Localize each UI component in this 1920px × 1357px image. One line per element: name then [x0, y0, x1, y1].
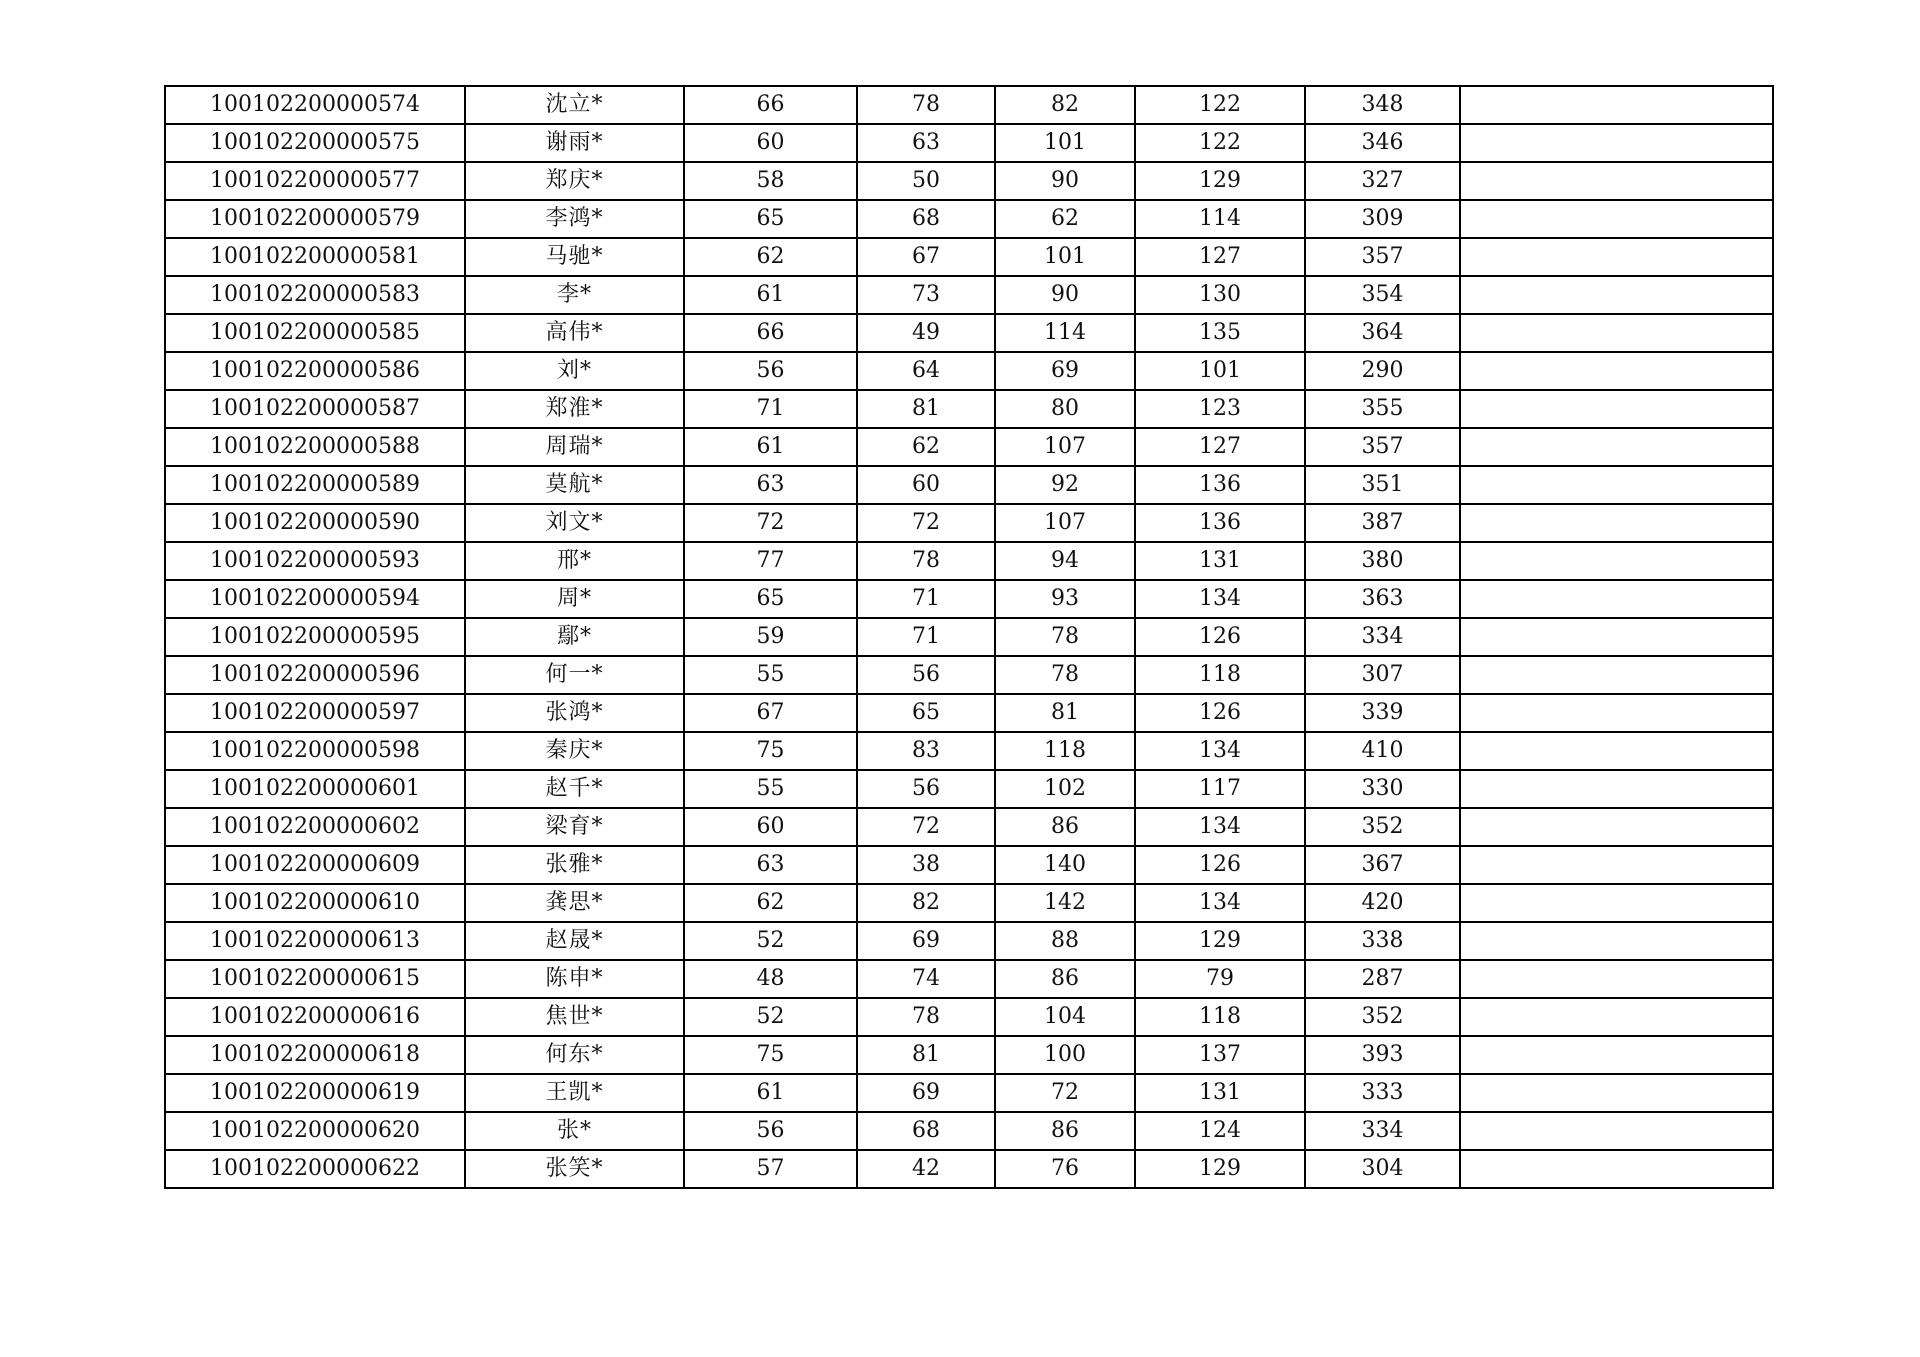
- score-3-cell: 102: [995, 770, 1135, 808]
- score-3-cell: 100: [995, 1036, 1135, 1074]
- score-3-cell: 81: [995, 694, 1135, 732]
- note-cell: [1460, 238, 1773, 276]
- score-1-cell: 62: [684, 238, 857, 276]
- score-3-cell: 69: [995, 352, 1135, 390]
- score-3-cell: 82: [995, 86, 1135, 124]
- score-2-cell: 83: [857, 732, 995, 770]
- score-3-cell: 72: [995, 1074, 1135, 1112]
- score-3-cell: 107: [995, 504, 1135, 542]
- total-score-cell: 346: [1305, 124, 1460, 162]
- exam-id-cell: 100102200000579: [165, 200, 465, 238]
- table-row: [165, 618, 1773, 656]
- score-4-cell: 127: [1135, 428, 1305, 466]
- score-2-cell: 56: [857, 656, 995, 694]
- total-score-cell: 351: [1305, 466, 1460, 504]
- score-4-cell: 126: [1135, 694, 1305, 732]
- score-2-cell: 69: [857, 922, 995, 960]
- score-1-cell: 62: [684, 884, 857, 922]
- score-4-cell: 129: [1135, 162, 1305, 200]
- score-2-cell: 71: [857, 580, 995, 618]
- table-row: [165, 200, 1773, 238]
- name-cell: 谢雨*: [465, 124, 684, 162]
- name-cell: 郑庆*: [465, 162, 684, 200]
- score-3-cell: 88: [995, 922, 1135, 960]
- score-1-cell: 52: [684, 998, 857, 1036]
- score-2-cell: 50: [857, 162, 995, 200]
- score-2-cell: 74: [857, 960, 995, 998]
- score-2-cell: 82: [857, 884, 995, 922]
- total-score-cell: 352: [1305, 998, 1460, 1036]
- score-4-cell: 126: [1135, 846, 1305, 884]
- note-cell: [1460, 1074, 1773, 1112]
- name-cell: 秦庆*: [465, 732, 684, 770]
- table-row: [165, 846, 1773, 884]
- table-row: [165, 1036, 1773, 1074]
- score-1-cell: 59: [684, 618, 857, 656]
- name-cell: 邢*: [465, 542, 684, 580]
- score-4-cell: 117: [1135, 770, 1305, 808]
- exam-id-cell: 100102200000613: [165, 922, 465, 960]
- score-1-cell: 75: [684, 1036, 857, 1074]
- exam-id-cell: 100102200000575: [165, 124, 465, 162]
- note-cell: [1460, 162, 1773, 200]
- score-4-cell: 131: [1135, 542, 1305, 580]
- total-score-cell: 357: [1305, 428, 1460, 466]
- table-row: [165, 428, 1773, 466]
- score-2-cell: 62: [857, 428, 995, 466]
- exam-id-cell: 100102200000610: [165, 884, 465, 922]
- score-1-cell: 56: [684, 352, 857, 390]
- name-cell: 焦世*: [465, 998, 684, 1036]
- note-cell: [1460, 884, 1773, 922]
- score-4-cell: 131: [1135, 1074, 1305, 1112]
- score-3-cell: 80: [995, 390, 1135, 428]
- note-cell: [1460, 200, 1773, 238]
- total-score-cell: 334: [1305, 1112, 1460, 1150]
- note-cell: [1460, 960, 1773, 998]
- name-cell: 郑淮*: [465, 390, 684, 428]
- score-2-cell: 78: [857, 542, 995, 580]
- total-score-cell: 339: [1305, 694, 1460, 732]
- name-cell: 刘*: [465, 352, 684, 390]
- score-1-cell: 65: [684, 580, 857, 618]
- score-2-cell: 67: [857, 238, 995, 276]
- note-cell: [1460, 618, 1773, 656]
- score-4-cell: 137: [1135, 1036, 1305, 1074]
- total-score-cell: 348: [1305, 86, 1460, 124]
- score-4-cell: 124: [1135, 1112, 1305, 1150]
- table-row: [165, 276, 1773, 314]
- score-3-cell: 86: [995, 808, 1135, 846]
- exam-id-cell: 100102200000619: [165, 1074, 465, 1112]
- table-body: [165, 86, 1773, 1188]
- score-4-cell: 126: [1135, 618, 1305, 656]
- note-cell: [1460, 1150, 1773, 1188]
- score-3-cell: 142: [995, 884, 1135, 922]
- total-score-cell: 327: [1305, 162, 1460, 200]
- score-2-cell: 72: [857, 504, 995, 542]
- table-row: [165, 960, 1773, 998]
- score-4-cell: 136: [1135, 504, 1305, 542]
- name-cell: 张*: [465, 1112, 684, 1150]
- score-2-cell: 69: [857, 1074, 995, 1112]
- total-score-cell: 330: [1305, 770, 1460, 808]
- score-4-cell: 122: [1135, 86, 1305, 124]
- score-1-cell: 56: [684, 1112, 857, 1150]
- exam-id-cell: 100102200000581: [165, 238, 465, 276]
- score-2-cell: 78: [857, 86, 995, 124]
- exam-id-cell: 100102200000589: [165, 466, 465, 504]
- total-score-cell: 357: [1305, 238, 1460, 276]
- score-3-cell: 114: [995, 314, 1135, 352]
- score-4-cell: 127: [1135, 238, 1305, 276]
- total-score-cell: 287: [1305, 960, 1460, 998]
- score-1-cell: 61: [684, 276, 857, 314]
- note-cell: [1460, 846, 1773, 884]
- exam-id-cell: 100102200000587: [165, 390, 465, 428]
- note-cell: [1460, 466, 1773, 504]
- score-1-cell: 71: [684, 390, 857, 428]
- score-1-cell: 52: [684, 922, 857, 960]
- exam-id-cell: 100102200000601: [165, 770, 465, 808]
- total-score-cell: 355: [1305, 390, 1460, 428]
- score-1-cell: 65: [684, 200, 857, 238]
- table-row: [165, 694, 1773, 732]
- exam-id-cell: 100102200000598: [165, 732, 465, 770]
- exam-id-cell: 100102200000620: [165, 1112, 465, 1150]
- score-1-cell: 55: [684, 770, 857, 808]
- score-3-cell: 118: [995, 732, 1135, 770]
- total-score-cell: 333: [1305, 1074, 1460, 1112]
- table-row: [165, 1112, 1773, 1150]
- score-2-cell: 63: [857, 124, 995, 162]
- note-cell: [1460, 314, 1773, 352]
- table-row: [165, 314, 1773, 352]
- total-score-cell: 290: [1305, 352, 1460, 390]
- total-score-cell: 307: [1305, 656, 1460, 694]
- score-1-cell: 60: [684, 124, 857, 162]
- exam-id-cell: 100102200000583: [165, 276, 465, 314]
- score-3-cell: 90: [995, 162, 1135, 200]
- name-cell: 张雅*: [465, 846, 684, 884]
- table-row: [165, 124, 1773, 162]
- total-score-cell: 304: [1305, 1150, 1460, 1188]
- table-row: [165, 86, 1773, 124]
- score-2-cell: 73: [857, 276, 995, 314]
- name-cell: 刘文*: [465, 504, 684, 542]
- score-4-cell: 101: [1135, 352, 1305, 390]
- name-cell: 李*: [465, 276, 684, 314]
- total-score-cell: 363: [1305, 580, 1460, 618]
- score-2-cell: 42: [857, 1150, 995, 1188]
- table-row: [165, 466, 1773, 504]
- score-4-cell: 134: [1135, 732, 1305, 770]
- table-row: [165, 656, 1773, 694]
- name-cell: 鄢*: [465, 618, 684, 656]
- total-score-cell: 364: [1305, 314, 1460, 352]
- score-sheet: [164, 85, 1772, 1189]
- exam-id-cell: 100102200000595: [165, 618, 465, 656]
- score-1-cell: 63: [684, 466, 857, 504]
- score-2-cell: 72: [857, 808, 995, 846]
- score-4-cell: 123: [1135, 390, 1305, 428]
- name-cell: 马驰*: [465, 238, 684, 276]
- note-cell: [1460, 656, 1773, 694]
- score-1-cell: 67: [684, 694, 857, 732]
- table-row: [165, 162, 1773, 200]
- exam-id-cell: 100102200000594: [165, 580, 465, 618]
- score-3-cell: 86: [995, 960, 1135, 998]
- score-4-cell: 134: [1135, 808, 1305, 846]
- note-cell: [1460, 124, 1773, 162]
- table-row: [165, 732, 1773, 770]
- note-cell: [1460, 808, 1773, 846]
- exam-id-cell: 100102200000586: [165, 352, 465, 390]
- exam-id-cell: 100102200000622: [165, 1150, 465, 1188]
- total-score-cell: 338: [1305, 922, 1460, 960]
- score-3-cell: 62: [995, 200, 1135, 238]
- name-cell: 李鸿*: [465, 200, 684, 238]
- name-cell: 何一*: [465, 656, 684, 694]
- name-cell: 张鸿*: [465, 694, 684, 732]
- score-4-cell: 129: [1135, 922, 1305, 960]
- name-cell: 龚思*: [465, 884, 684, 922]
- exam-id-cell: 100102200000596: [165, 656, 465, 694]
- table-row: [165, 808, 1773, 846]
- note-cell: [1460, 922, 1773, 960]
- table-row: [165, 770, 1773, 808]
- score-1-cell: 55: [684, 656, 857, 694]
- score-3-cell: 101: [995, 238, 1135, 276]
- table-row: [165, 884, 1773, 922]
- score-2-cell: 65: [857, 694, 995, 732]
- score-3-cell: 140: [995, 846, 1135, 884]
- note-cell: [1460, 352, 1773, 390]
- exam-id-cell: 100102200000615: [165, 960, 465, 998]
- score-1-cell: 66: [684, 86, 857, 124]
- score-4-cell: 135: [1135, 314, 1305, 352]
- score-1-cell: 48: [684, 960, 857, 998]
- table-row: [165, 1074, 1773, 1112]
- name-cell: 周瑞*: [465, 428, 684, 466]
- name-cell: 王凯*: [465, 1074, 684, 1112]
- score-2-cell: 38: [857, 846, 995, 884]
- exam-id-cell: 100102200000618: [165, 1036, 465, 1074]
- score-2-cell: 68: [857, 1112, 995, 1150]
- note-cell: [1460, 1036, 1773, 1074]
- score-4-cell: 79: [1135, 960, 1305, 998]
- score-1-cell: 58: [684, 162, 857, 200]
- name-cell: 周*: [465, 580, 684, 618]
- note-cell: [1460, 694, 1773, 732]
- score-3-cell: 104: [995, 998, 1135, 1036]
- table-row: [165, 542, 1773, 580]
- score-3-cell: 78: [995, 656, 1135, 694]
- table-row: [165, 580, 1773, 618]
- exam-id-cell: 100102200000593: [165, 542, 465, 580]
- note-cell: [1460, 428, 1773, 466]
- exam-id-cell: 100102200000574: [165, 86, 465, 124]
- note-cell: [1460, 390, 1773, 428]
- name-cell: 张笑*: [465, 1150, 684, 1188]
- score-1-cell: 57: [684, 1150, 857, 1188]
- score-2-cell: 81: [857, 390, 995, 428]
- total-score-cell: 387: [1305, 504, 1460, 542]
- score-1-cell: 61: [684, 1074, 857, 1112]
- score-1-cell: 77: [684, 542, 857, 580]
- score-4-cell: 114: [1135, 200, 1305, 238]
- score-2-cell: 78: [857, 998, 995, 1036]
- name-cell: 莫航*: [465, 466, 684, 504]
- score-2-cell: 71: [857, 618, 995, 656]
- note-cell: [1460, 998, 1773, 1036]
- score-3-cell: 76: [995, 1150, 1135, 1188]
- note-cell: [1460, 504, 1773, 542]
- table-row: [165, 390, 1773, 428]
- score-1-cell: 63: [684, 846, 857, 884]
- note-cell: [1460, 770, 1773, 808]
- score-4-cell: 122: [1135, 124, 1305, 162]
- exam-id-cell: 100102200000602: [165, 808, 465, 846]
- exam-id-cell: 100102200000577: [165, 162, 465, 200]
- total-score-cell: 367: [1305, 846, 1460, 884]
- note-cell: [1460, 276, 1773, 314]
- total-score-cell: 393: [1305, 1036, 1460, 1074]
- score-2-cell: 68: [857, 200, 995, 238]
- total-score-cell: 309: [1305, 200, 1460, 238]
- score-3-cell: 92: [995, 466, 1135, 504]
- score-4-cell: 118: [1135, 998, 1305, 1036]
- table-row: [165, 922, 1773, 960]
- exam-id-cell: 100102200000590: [165, 504, 465, 542]
- score-3-cell: 86: [995, 1112, 1135, 1150]
- exam-id-cell: 100102200000609: [165, 846, 465, 884]
- table-row: [165, 352, 1773, 390]
- score-3-cell: 94: [995, 542, 1135, 580]
- table-row: [165, 998, 1773, 1036]
- table-row: [165, 504, 1773, 542]
- score-1-cell: 66: [684, 314, 857, 352]
- name-cell: 赵千*: [465, 770, 684, 808]
- total-score-cell: 410: [1305, 732, 1460, 770]
- name-cell: 高伟*: [465, 314, 684, 352]
- score-3-cell: 101: [995, 124, 1135, 162]
- name-cell: 梁育*: [465, 808, 684, 846]
- name-cell: 何东*: [465, 1036, 684, 1074]
- exam-id-cell: 100102200000588: [165, 428, 465, 466]
- table-row: [165, 1150, 1773, 1188]
- note-cell: [1460, 1112, 1773, 1150]
- score-4-cell: 136: [1135, 466, 1305, 504]
- name-cell: 赵晟*: [465, 922, 684, 960]
- score-3-cell: 93: [995, 580, 1135, 618]
- score-4-cell: 118: [1135, 656, 1305, 694]
- total-score-cell: 334: [1305, 618, 1460, 656]
- score-table: [164, 85, 1774, 1189]
- note-cell: [1460, 86, 1773, 124]
- total-score-cell: 352: [1305, 808, 1460, 846]
- note-cell: [1460, 580, 1773, 618]
- score-4-cell: 129: [1135, 1150, 1305, 1188]
- total-score-cell: 354: [1305, 276, 1460, 314]
- score-2-cell: 49: [857, 314, 995, 352]
- score-2-cell: 56: [857, 770, 995, 808]
- note-cell: [1460, 542, 1773, 580]
- table-row: [165, 238, 1773, 276]
- score-1-cell: 75: [684, 732, 857, 770]
- score-3-cell: 107: [995, 428, 1135, 466]
- score-1-cell: 72: [684, 504, 857, 542]
- score-4-cell: 134: [1135, 580, 1305, 618]
- score-1-cell: 61: [684, 428, 857, 466]
- total-score-cell: 420: [1305, 884, 1460, 922]
- score-3-cell: 78: [995, 618, 1135, 656]
- score-4-cell: 130: [1135, 276, 1305, 314]
- score-2-cell: 60: [857, 466, 995, 504]
- total-score-cell: 380: [1305, 542, 1460, 580]
- score-4-cell: 134: [1135, 884, 1305, 922]
- score-3-cell: 90: [995, 276, 1135, 314]
- exam-id-cell: 100102200000585: [165, 314, 465, 352]
- exam-id-cell: 100102200000616: [165, 998, 465, 1036]
- score-1-cell: 60: [684, 808, 857, 846]
- score-2-cell: 64: [857, 352, 995, 390]
- note-cell: [1460, 732, 1773, 770]
- name-cell: 陈申*: [465, 960, 684, 998]
- score-2-cell: 81: [857, 1036, 995, 1074]
- exam-id-cell: 100102200000597: [165, 694, 465, 732]
- name-cell: 沈立*: [465, 86, 684, 124]
